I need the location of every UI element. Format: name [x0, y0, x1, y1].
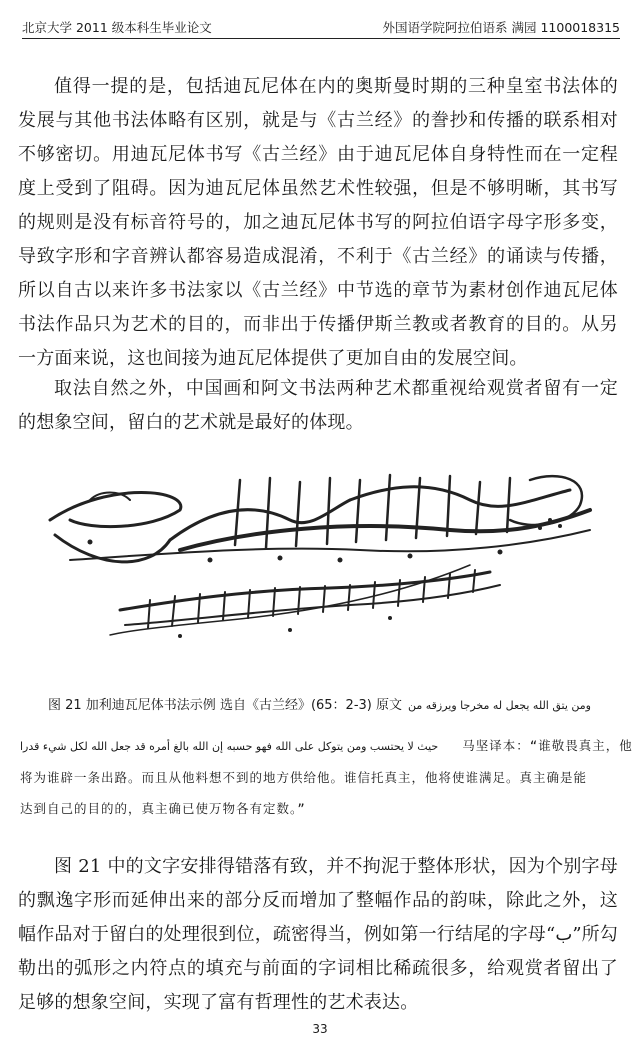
paragraph-2: 取法自然之外，中国画和阿文书法两种艺术都重视给观赏者留有一定的想象空间，留白的艺术就是最好的体现。	[18, 378, 618, 433]
figure-caption-arabic: ومن يتق الله يجعل له مخرجا ويرزقه من	[408, 699, 591, 712]
translation-line-3: 达到自己的目的的，真主确已使万物各有定数。”	[20, 801, 306, 816]
page-header	[22, 16, 620, 39]
figure-caption	[48, 694, 628, 713]
translation-line-1	[20, 736, 633, 754]
header-left: 北京大学 2011 级本科生毕业论文	[22, 20, 212, 35]
figure-caption-text: 图 21 加利迪瓦尼体书法示例 选自《古兰经》(65：2-3) 原文	[48, 698, 402, 713]
paragraph-3: 图 21 中的文字安排得错落有致，并不拘泥于整体形状，因为个别字母的飘逸字形而延伸出来的部分反而增加了整幅作品的韵味，除此之外，这幅作品对于留白的处理很到位，疏密得当，例如第一行结尾的字母“ب”所勾勒出的弧形之内符点的填充与前面的字词相比稀疏很多，给观赏者留出了足够的想象空间，实现了富有哲理性的艺术表达。	[18, 856, 618, 1013]
translation-text-1: 马坚译本：“谁敬畏真主，他	[462, 738, 633, 753]
translation-line-2: 将为谁辟一条出路。而且从他料想不到的地方供给他。谁信托真主，他将使谁满足。真主确是能	[20, 770, 588, 785]
paragraph-1: 值得一提的是，包括迪瓦尼体在内的奥斯曼时期的三种皇室书法体的发展与其他书法体略有区别，就是与《古兰经》的誊抄和传播的联系相对不够密切。用迪瓦尼体书写《古兰经》由于迪瓦尼体自身特性而在一定程度上受到了阻碍。因为迪瓦尼体虽然艺术性较强，但是不够明晰，其书写的规则是没有标音符号的，加之迪瓦尼体书写的阿拉伯语字母字形多变，导致字形和字音辨认都容易造成混淆，不利于《古兰经》的诵读与传播，所以自古以来许多书法家以《古兰经》中节选的章节为素材创作迪瓦尼体书法作品只为艺术的目的，而非出于传播伊斯兰教或者教育的目的。从另一方面来说，这也间接为迪瓦尼体提供了更加自由的发展空间。	[18, 76, 618, 369]
header-right: 外国语学院阿拉伯语系 满园 1100018315	[382, 20, 620, 35]
calligraphy-image	[30, 460, 610, 660]
translation-arabic: حيث لا يحتسب ومن يتوكل على الله فهو حسبه إن الله بالغ أمره قد جعل الله لكل شيء قدرا	[20, 740, 439, 753]
page-number: 33	[312, 1022, 328, 1036]
